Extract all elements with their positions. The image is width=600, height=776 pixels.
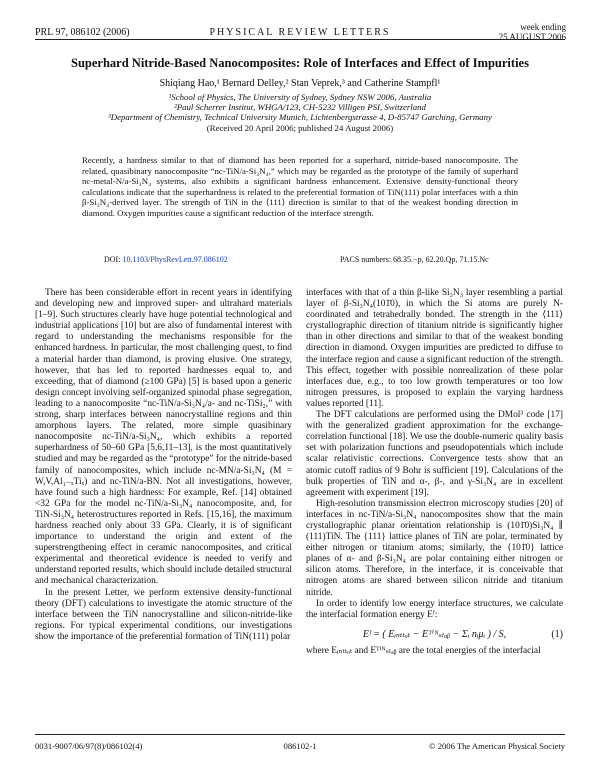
- footer-code: 0031-9007/06/97(8)/086102(4): [35, 741, 143, 751]
- body-paragraph: In the present Letter, we perform extensive density-functional theory (DFT) calculations to investigate the atomic structure of the interface between the TiN nanocrystalline and silicon-nitride-like regions. For typical experimental conditions, our investigations show the importance of the preferential formation of TiN(111) polar: [35, 587, 292, 642]
- body-paragraph: In order to identify low energy interface structures, we calculate the interfacial formation energy Eᶠ:: [306, 598, 563, 620]
- journal-citation: PRL 97, 086102 (2006): [35, 27, 130, 38]
- page-number: 086102-1: [283, 741, 317, 751]
- doi-line: [104, 255, 228, 264]
- doi-label: DOI:: [104, 255, 121, 264]
- affiliations: [40, 92, 560, 133]
- equation-number: (1): [551, 628, 563, 640]
- header-rule: [35, 39, 565, 40]
- copyright: © 2006 The American Physical Society: [429, 741, 565, 751]
- right-column: [306, 288, 563, 657]
- received-dates: (Received 20 April 2006; published 24 August 2006): [206, 122, 394, 133]
- abstract: Recently, a hardness similar to that of diamond has been reported for a superhard, nitride-based nanocomposite. The related, quasibinary nanocomposite “nc-TiN/a-Si₃N₄,” which may be regarded as the prototype of the family of superhard nc-metal-N/a-Si₃N₄ systems, also exhibits a significant hardness enhancement. Extensive density-functional theory calculations indicate that the superhardness is related to the preferential formation of TiN(111) polar interfaces with a thin β-Si₃N₄-derived layer. The strength of TiN in the ⟨111⟩ direction is similar to that of the weakest bonding direction in diamond. Oxygen impurities cause a significant reduction of the interface strength.: [82, 155, 518, 218]
- journal-name: PHYSICAL REVIEW LETTERS: [209, 27, 391, 38]
- body-paragraph: High-resolution transmission electron microscopy studies [20] of interfaces in nc-TiN/a-Si₃N₄ nanocomposites show that the main crystallographic planar orientation relationship is (101̄0)Si₃N₄ ∥ (111)TiN. The {111} lattice planes of TiN are polar, terminated by either nitrogen or titanium atoms; similarly, the {101̄0} lattice planes of α- and β-Si₃N₄ are polar containing either nitrogen or silicon atoms. Therefore, in the interface, it is conceivable that nitrogen atoms are shared between silicon nitride and titanium nitride.: [306, 498, 563, 598]
- affiliation-3: ³Department of Chemistry, Technical University Munich, Lichtenbergstrasse 4, D-85747 Garching, Germany: [108, 112, 492, 123]
- equation-body: Eᶠ = ( Eᵢₙₜₜₒₜ − Eᵀⁱᴺₛₗₐᵦ − Σᵢ nᵢμᵢ ) / S,: [362, 628, 507, 640]
- body-paragraph: There has been considerable effort in recent years in identifying and developing new and improved super- and ultrahard materials [1–9]. Such structures clearly have huge potential technological and industrial applications [10] but are also of fundamental interest with regard to understanding the mechanisms responsible for the enhanced hardness. In particular, the most challenging quest, to find a material harder than diamond, is proving elusive. One strategy, however, that has led to reported hardnesses equal to, and exceeding, that of diamond (≥100 GPa) [5] is based upon a generic design concept involving self-organized spinodal phase segregation, leading to a nanocomposite “nc-TiN/a-Si₃N₄/a- and nc-TiSi₂,” with strong, sharp interfaces between nanocrystalline regions and thin amorphous layers. The related, more simple quasibinary nanocomposite nc-TiN/a-Si₃N₄, which exhibits a reported superhardness of 50–60 GPa [5,6,11–13], is the most quantitatively studied and may be regarded as the “prototype” for the nitride-based family of nanocomposites, which include nc-MN/a-Si₃N₄ (M = W,V,Al₁₋ₓTiₓ) and nc-TiN/a-BN. Not all investigations, however, have found such a high hardness: For example, Ref. [14] obtained <32 GPa for the model nc-TiN/a-Si₃N₄ nanocomposite, and, for TiN-Si₃N₄ heterostructures reported in Refs. [15,16], the maximum hardness reached only about 33 GPa. Clearly, it is of significant importance to understand the origin and extent of the superstrengthening effect in ceramic nanocomposites, and critical experimental and theoretical evidence is needed to verify and understand reported results, which should include detailed structural and mechanical characterization.: [35, 288, 292, 587]
- author-list: Shiqiang Hao,¹ Bernard Delley,² Stan Veprek,³ and Catherine Stampfl¹: [159, 78, 441, 89]
- doi-link[interactable]: 10.1103/PhysRevLett.97.086102: [122, 255, 228, 264]
- affiliation-1: ¹School of Physics, The University of Sydney, Sydney NSW 2006, Australia: [168, 92, 432, 102]
- body-paragraph: where Eᵢₙₜₜₒₜ and Eᵀⁱᴺₛₗₐᵦ are the total energies of the interfacial: [306, 645, 541, 656]
- body-paragraph: The DFT calculations are performed using the DMol³ code [17] with the generalized gradient approximation for the exchange-correlation functional [18]. We use the double-numeric quality basis set with polarization functions and pseudopotentials which include scalar relativistic corrections. Convergence tests show that an atomic cutoff radius of 9 Bohr is sufficient [19]. Calculations of the bulk properties of TiN and α-, β-, and γ-Si₃N₄ are in excellent agreement with experiment [19].: [306, 410, 563, 498]
- paper-title: Superhard Nitride-Based Nanocomposites: Role of Interfaces and Effect of Impurities: [71, 56, 529, 70]
- left-column: [35, 288, 292, 643]
- pacs-numbers: PACS numbers: 68.35.−p, 62.20.Qp, 71.15.Nc: [340, 255, 489, 264]
- footer-rule: [35, 734, 565, 735]
- equation-1: [306, 629, 563, 640]
- body-paragraph: interfaces with that of a thin β-like Si₃N₃ layer resembling a partial layer of β-Si₃N₄(101̄0), in which the Si atoms are purely N-coordinated and tetrahedrally bonded. The strength in the ⟨111⟩ crystallographic direction of titanium nitride is significantly higher than in other directions and similar to that of the weakest bonding direction in diamond. Oxygen impurities are predicted to diffuse to the interface region and cause a significant reduction of the strength. This effect, together with possible nonrealization of these polar interfaces due, e.g., to too low growth temperatures or too low nitrogen pressures, is proposed to explain the varying hardness values reported [11].: [306, 288, 563, 409]
- affiliation-2: ²Paul Scherrer Institut, WHGA/123, CH-5232 Villigen PSI, Switzerland: [174, 102, 426, 113]
- issue-date-value: 25 AUGUST 2006: [498, 32, 566, 42]
- week-ending-label: week ending: [520, 22, 566, 32]
